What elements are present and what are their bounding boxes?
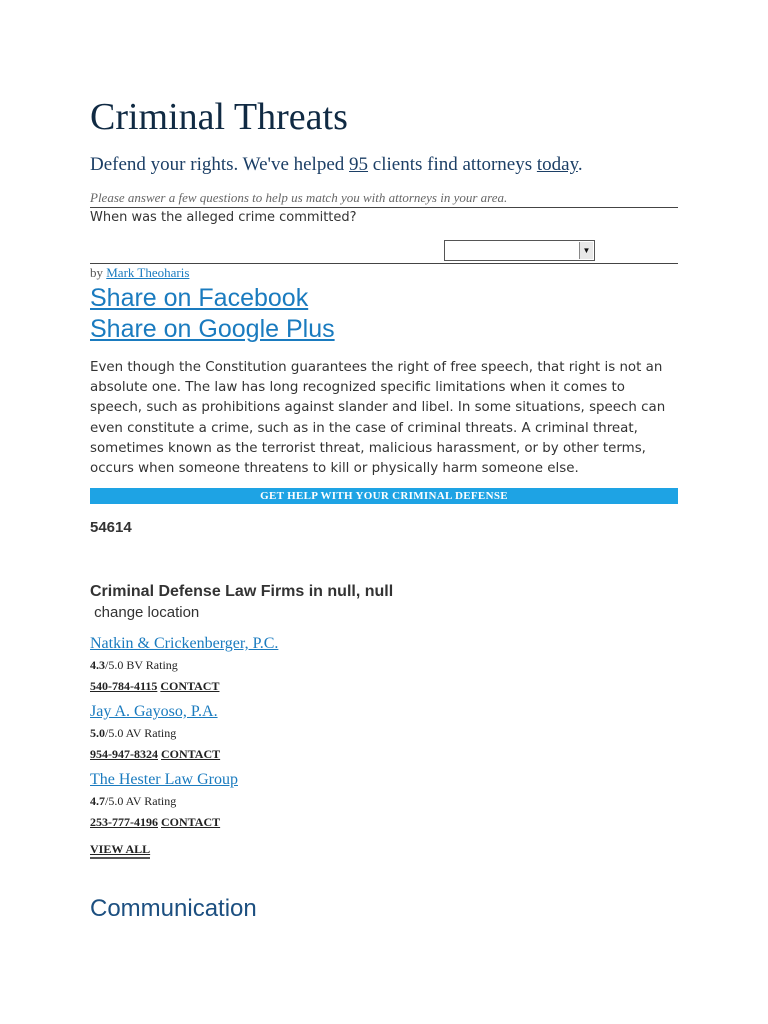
firm-rating-scale: /5.0 BV Rating	[105, 658, 178, 672]
share-facebook-link[interactable]: Share on Facebook	[90, 284, 309, 312]
firm-phone-link[interactable]: 954-947-8324	[90, 747, 158, 761]
page-title: Criminal Threats	[90, 96, 348, 138]
today-link[interactable]: today	[536, 154, 578, 175]
firm-name-link[interactable]: Natkin & Crickenberger, P.C.	[90, 635, 279, 652]
firm-contact-row	[90, 747, 678, 761]
form-intro: Please answer a few questions to help us match you with attorneys in your area.	[90, 189, 678, 208]
firm-name-link[interactable]: The Hester Law Group	[90, 771, 238, 788]
section-heading: Communication	[90, 895, 257, 922]
attorney-match-form	[90, 189, 678, 264]
clients-count-link[interactable]: 95	[349, 154, 369, 175]
firm-rating-score: 4.7	[90, 794, 105, 808]
firm-contact-row	[90, 815, 678, 829]
change-location-link[interactable]: change location	[90, 604, 200, 621]
firm-phone-link[interactable]: 253-777-4196	[90, 815, 158, 829]
byline	[90, 264, 189, 282]
firm-rating	[90, 794, 678, 808]
firm-card	[90, 634, 678, 693]
form-question: When was the alleged crime committed?	[90, 210, 357, 225]
firm-contact-row	[90, 679, 678, 693]
firm-rating	[90, 726, 678, 740]
view-all-link[interactable]: VIEW ALL	[90, 842, 150, 859]
firm-contact-link[interactable]: CONTACT	[161, 747, 221, 761]
crime-date-select[interactable]	[444, 240, 595, 261]
tagline-suffix: .	[577, 154, 583, 175]
firm-contact-link[interactable]: CONTACT	[161, 815, 221, 829]
tagline-prefix: Defend your rights. We've helped	[90, 154, 350, 175]
author-link[interactable]: Mark Theoharis	[106, 265, 190, 280]
article-intro: Even though the Constitution guarantees the right of free speech, that right is not an absolute one. The law has long recognized specific limitations when it comes to speech, such as prohibitions against slander and libel. In some situations, speech can even constitute a crime, such as in the case of criminal threats. A criminal threat, sometimes known as the terrorist threat, malicious harassment, or by other terms, occurs when someone threatens to kill or physically harm someone else.	[90, 360, 666, 477]
firm-card	[90, 770, 678, 829]
firm-rating	[90, 658, 678, 672]
tagline	[90, 152, 583, 178]
share-google-link[interactable]: Share on Google Plus	[90, 315, 335, 343]
dropdown-arrow-icon[interactable]: ▼	[579, 242, 593, 259]
byline-prefix: by	[90, 265, 107, 280]
number-label: 54614	[90, 519, 132, 536]
firm-rating-score: 4.3	[90, 658, 105, 672]
firm-rating-scale: /5.0 AV Rating	[105, 794, 177, 808]
firm-card	[90, 702, 678, 761]
firm-rating-scale: /5.0 AV Rating	[105, 726, 177, 740]
firms-heading: Criminal Defense Law Firms in null, null	[90, 583, 394, 600]
firm-phone-link[interactable]: 540-784-4115	[90, 679, 158, 693]
tagline-middle: clients find attorneys	[368, 154, 537, 175]
firm-contact-link[interactable]: CONTACT	[160, 679, 220, 693]
firm-rating-score: 5.0	[90, 726, 105, 740]
get-help-button[interactable]: GET HELP WITH YOUR CRIMINAL DEFENSE	[90, 488, 678, 504]
firm-name-link[interactable]: Jay A. Gayoso, P.A.	[90, 703, 218, 720]
